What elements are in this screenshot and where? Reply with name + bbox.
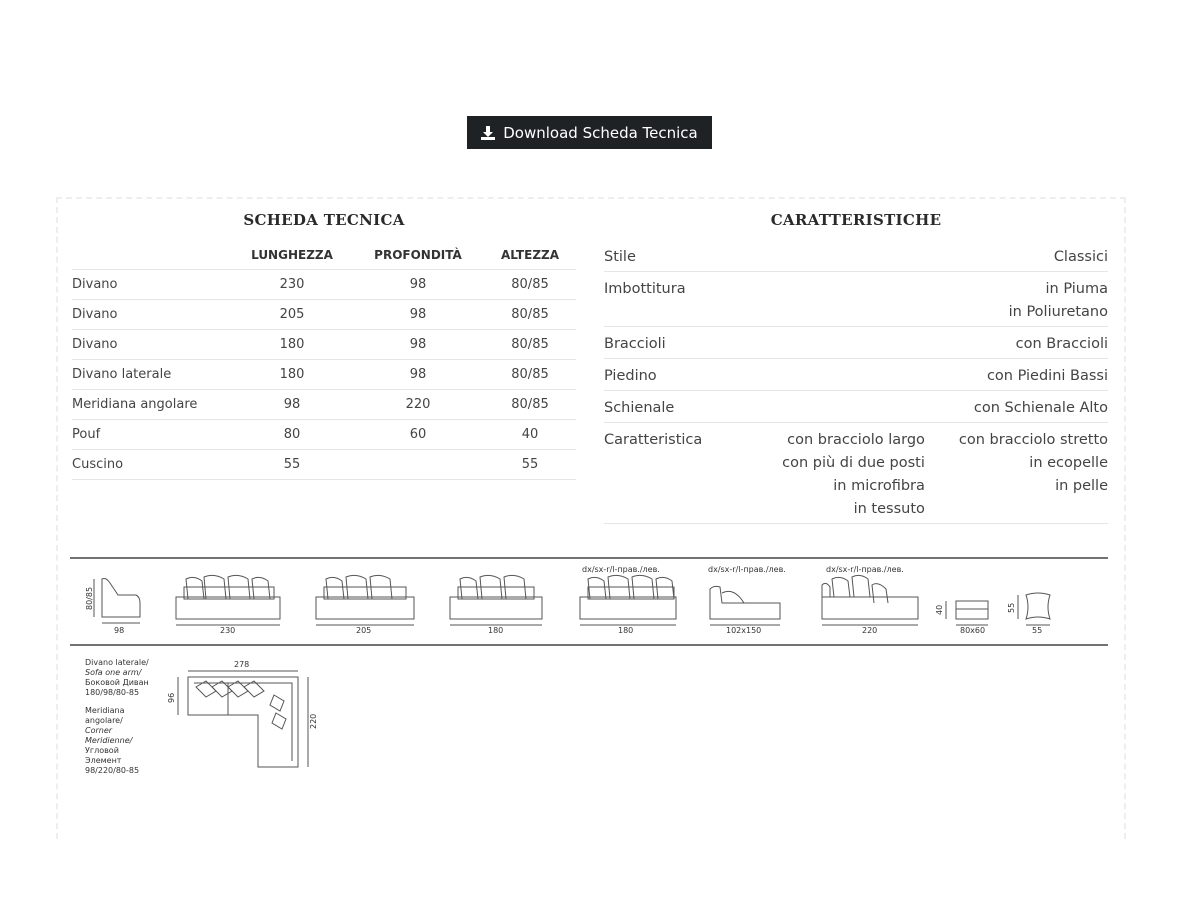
header-lunghezza: LUNGHEZZA bbox=[251, 247, 333, 262]
feature-value: in ecopelle bbox=[1029, 455, 1108, 471]
dim-orient-3: dx/sx-r/l-прав./лев. bbox=[826, 565, 904, 574]
feature-value: con bracciolo stretto bbox=[958, 432, 1108, 448]
row-profondita: 98 bbox=[352, 300, 484, 330]
drawing-side-sofa bbox=[580, 575, 676, 625]
feature-row-piedino bbox=[604, 359, 1108, 391]
row-profondita: 60 bbox=[352, 420, 484, 450]
row-altezza: 40 bbox=[484, 420, 576, 450]
feature-label: Caratteristica bbox=[604, 432, 703, 448]
drawing-meridienne bbox=[710, 586, 780, 625]
feature-label: Piedino bbox=[604, 368, 657, 384]
dim-side-height: 80/85 bbox=[85, 586, 94, 610]
feature-row-schienale bbox=[604, 391, 1108, 423]
dim-pouf: 80x60 bbox=[960, 626, 986, 635]
row-name: Divano bbox=[72, 330, 232, 360]
feature-value: con bracciolo largo bbox=[787, 432, 925, 448]
row-altezza: 80/85 bbox=[484, 270, 576, 300]
row-name: Divano laterale bbox=[72, 360, 232, 390]
dim-meridienne: 102x150 bbox=[726, 626, 762, 635]
table-row bbox=[72, 300, 576, 330]
legend-corner-6: Элемент bbox=[85, 756, 122, 765]
drawing-side-profile bbox=[94, 579, 140, 624]
row-lunghezza: 80 bbox=[232, 420, 352, 450]
drawing-sofa-230 bbox=[176, 575, 280, 625]
row-lunghezza: 205 bbox=[232, 300, 352, 330]
feature-label: Schienale bbox=[604, 400, 675, 416]
dim-cushion: 55 bbox=[1032, 626, 1043, 635]
row-lunghezza: 180 bbox=[232, 360, 352, 390]
feature-label: Stile bbox=[604, 249, 636, 265]
legend-corner-1: Meridiana bbox=[85, 706, 125, 715]
table-row bbox=[72, 390, 576, 420]
legend-corner-7: 98/220/80-85 bbox=[85, 766, 140, 775]
table-row bbox=[72, 360, 576, 390]
legend-corner-5: Угловой bbox=[85, 746, 119, 755]
technical-drawings bbox=[70, 557, 1108, 797]
drawing-sofa-205 bbox=[316, 575, 414, 625]
drawing-sofa-180 bbox=[450, 575, 542, 625]
row-profondita: 98 bbox=[352, 360, 484, 390]
row-lunghezza: 98 bbox=[232, 390, 352, 420]
feature-row-caratteristica bbox=[604, 423, 1108, 524]
row-profondita bbox=[352, 450, 484, 480]
dim-cushion-h: 55 bbox=[1007, 602, 1016, 613]
row-altezza: 80/85 bbox=[484, 390, 576, 420]
drawing-pouf bbox=[946, 601, 988, 625]
legend-corner-3: Corner bbox=[85, 726, 113, 735]
row-name: Divano bbox=[72, 270, 232, 300]
row-profondita: 98 bbox=[352, 270, 484, 300]
feature-value: Classici bbox=[1053, 249, 1108, 265]
drawing-composition-plan bbox=[178, 671, 308, 767]
dim-sofa-230: 230 bbox=[220, 626, 236, 635]
table-row bbox=[72, 330, 576, 360]
feature-row-imbottitura bbox=[604, 272, 1108, 327]
row-name: Divano bbox=[72, 300, 232, 330]
row-profondita: 220 bbox=[352, 390, 484, 420]
dim-sofa-205: 205 bbox=[356, 626, 372, 635]
row-name: Cuscino bbox=[72, 450, 232, 480]
feature-label: Braccioli bbox=[604, 336, 666, 352]
dim-composition-l: 220 bbox=[309, 713, 318, 729]
row-altezza: 80/85 bbox=[484, 330, 576, 360]
feature-value: in Poliuretano bbox=[1008, 304, 1108, 320]
legend-side-sofa-3: Боковой Диван bbox=[85, 678, 149, 687]
feature-label: Imbottitura bbox=[604, 281, 686, 297]
technical-drawing-svg bbox=[70, 557, 1108, 797]
caratteristiche-list bbox=[604, 240, 1108, 524]
download-icon bbox=[481, 126, 495, 140]
dim-corner: 220 bbox=[862, 626, 878, 635]
header-altezza: ALTEZZA bbox=[500, 247, 560, 262]
feature-row-stile bbox=[604, 240, 1108, 272]
row-lunghezza: 230 bbox=[232, 270, 352, 300]
legend-corner-4: Meridienne/ bbox=[85, 736, 133, 745]
feature-value: con Piedini Bassi bbox=[986, 368, 1108, 384]
drawing-cushion bbox=[1018, 593, 1050, 625]
feature-value: in microfibra bbox=[833, 478, 925, 494]
scheda-table bbox=[72, 240, 576, 480]
legend-side-sofa-4: 180/98/80-85 bbox=[85, 688, 140, 697]
row-name: Meridiana angolare bbox=[72, 390, 232, 420]
feature-value: in pelle bbox=[1055, 478, 1108, 494]
feature-value: con Schienale Alto bbox=[973, 400, 1108, 416]
table-row bbox=[72, 270, 576, 300]
row-altezza: 55 bbox=[484, 450, 576, 480]
dim-orient-2: dx/sx-r/l-прав./лев. bbox=[708, 565, 786, 574]
row-lunghezza: 180 bbox=[232, 330, 352, 360]
dim-pouf-h: 40 bbox=[935, 604, 944, 615]
feature-value: con Braccioli bbox=[1015, 336, 1108, 352]
download-scheda-button[interactable] bbox=[467, 116, 712, 149]
feature-value: con più di due posti bbox=[782, 455, 925, 471]
row-name: Pouf bbox=[72, 420, 232, 450]
legend-side-sofa-2: Sofa one arm/ bbox=[85, 668, 142, 677]
table-header bbox=[72, 240, 576, 270]
table-row bbox=[72, 450, 576, 480]
dim-sofa-180: 180 bbox=[488, 626, 504, 635]
download-label: Download Scheda Tecnica bbox=[503, 123, 698, 142]
scheda-title: SCHEDA TECNICA bbox=[243, 211, 405, 229]
caratteristiche-title: CARATTERISTICHE bbox=[770, 211, 942, 229]
dim-composition-d: 96 bbox=[167, 692, 176, 703]
dim-side-depth: 98 bbox=[114, 626, 125, 635]
drawing-corner bbox=[822, 575, 918, 625]
feature-row-braccioli bbox=[604, 327, 1108, 359]
row-altezza: 80/85 bbox=[484, 360, 576, 390]
feature-value: in tessuto bbox=[853, 501, 925, 517]
legend-corner-2: angolare/ bbox=[85, 716, 123, 725]
feature-value: in Piuma bbox=[1045, 281, 1108, 297]
table-row bbox=[72, 420, 576, 450]
header-profondita: PROFONDITÀ bbox=[374, 247, 462, 262]
legend-side-sofa-1: Divano laterale/ bbox=[85, 658, 149, 667]
row-altezza: 80/85 bbox=[484, 300, 576, 330]
dim-orient-1: dx/sx-r/l-прав./лев. bbox=[582, 565, 660, 574]
dim-side-sofa: 180 bbox=[618, 626, 634, 635]
row-profondita: 98 bbox=[352, 330, 484, 360]
row-lunghezza: 55 bbox=[232, 450, 352, 480]
dim-composition-w: 278 bbox=[234, 660, 250, 669]
